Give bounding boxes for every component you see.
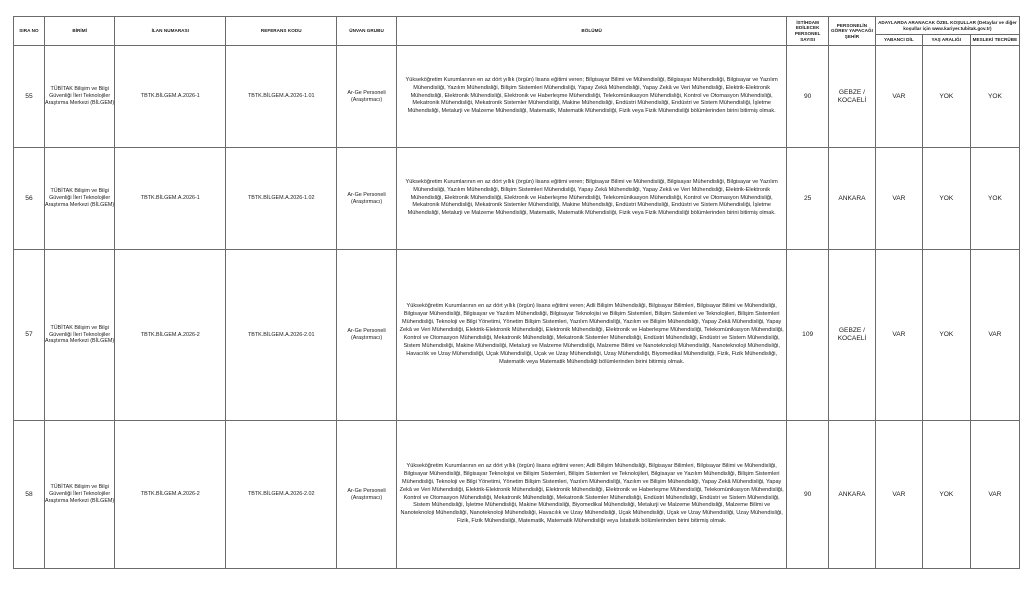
ilan-numarasi-cell: TBTK.BİLGEM.A.2026-2 [115, 421, 226, 569]
ilan-numarasi-cell: TBTK.BİLGEM.A.2026-1 [115, 46, 226, 148]
birim-cell: TÜBİTAK Bilişim ve Bilgi Güvenliği İleri Teknolojiler Araştırma Merkezi (BİLGEM) [44, 46, 114, 148]
referans-kodu-cell: TBTK.BİLGEM.A.2026-2.01 [226, 250, 337, 421]
header-yas-araligi: YAŞ ARALIĞI [922, 35, 970, 46]
personel-sayisi-cell: 90 [787, 46, 829, 148]
sira-no-cell: 56 [14, 148, 45, 250]
birim-cell: TÜBİTAK Bilişim ve Bilgi Güvenliği İleri Teknolojiler Araştırma Merkezi (BİLGEM) [44, 250, 114, 421]
personel-sayisi-cell: 90 [787, 421, 829, 569]
birim-cell: TÜBİTAK Bilişim ve Bilgi Güvenliği İleri Teknolojiler Araştırma Merkezi (BİLGEM) [44, 421, 114, 569]
header-bolumu: BÖLÜMÜ [396, 17, 786, 46]
sehir-cell: GEBZE / KOCAELİ [828, 46, 875, 148]
yabanci-dil-cell: VAR [875, 250, 922, 421]
header-birimi: BİRİMİ [44, 17, 114, 46]
bolum-cell: Yükseköğretim Kurumlarının en az dört yıllık (örgün) lisans eğitimi veren; Adli Bilişim Mühendisliği, Bilgisayar Bilimleri, Bilgisayar Bilimi ve Mühendisliği, Bilgisayar Mühendisliği, Bilgisayar ve Yazılım Mühendisliği, Bilgisayar Teknolojisi ve Bilişim Sistemleri, Bilişim Sistemleri ve Teknolojileri, Bilişim Sistemleri Mühendisliği, Teknoloji ve Bilgi Yönetimi, Yönetim Bilişim Sistemleri, Yazılım Mühendisliği, Yazılım ve Bilişim Mühendisliği, Yapay Zekâ Mühendisliği, Yapay Zekâ ve Veri Mühendisliği, Elektrik-Elektronik Mühendisliği, Elektronik Mühendisliği, Elektronik ve Haberleşme Mühendisliği, Telekomünikasyon Mühendisliği, Kontrol ve Otomasyon Mühendisliği, Mekatronik Mühendisliği, Mekatronik Sistemler Mühendisliği, Endüstri Mühendisliği, Endüstri ve Sistem Mühendisliği, Sistem Mühendisliği, Makine Mühendisliği, Metalurji ve Malzeme Mühendisliği, Malzeme Bilimi ve Nanoteknoloji Mühendisliği, Nanoteknoloji Mühendisliği, Havacılık ve Uzay Mühendisliği, Uçak Mühendisliği, Uçak ve Uzay Mühendisliği, Uzay Mühendisliği, Biyomedikal Mühendisliği, Fizik, Fizik Mühendisliği, Matematik veya Matematik Mühendisliği bölümlerinden birini bitirmiş olmak. [396, 250, 786, 421]
mesleki-tecrube-cell: YOK [970, 46, 1019, 148]
sehir-cell: ANKARA [828, 148, 875, 250]
ilan-numarasi-cell: TBTK.BİLGEM.A.2026-2 [115, 250, 226, 421]
sira-no-cell: 55 [14, 46, 45, 148]
unvan-grubu-cell: Ar-Ge Personeli (Araştırmacı) [337, 46, 397, 148]
yabanci-dil-cell: VAR [875, 421, 922, 569]
header-istihdam-sayisi: İSTİHDAM EDİLECEK PERSONEL SAYISI [787, 17, 829, 46]
header-sira-no: SIRA NO [14, 17, 45, 46]
yabanci-dil-cell: VAR [875, 148, 922, 250]
table-row [14, 46, 1020, 148]
header-referans-kodu: REFERANS KODU [226, 17, 337, 46]
yas-araligi-cell: YOK [922, 250, 970, 421]
header-yabanci-dil: YABANCI DİL [875, 35, 922, 46]
unvan-grubu-cell: Ar-Ge Personeli (Araştırmacı) [337, 148, 397, 250]
personel-sayisi-cell: 25 [787, 148, 829, 250]
sira-no-cell: 58 [14, 421, 45, 569]
sira-no-cell: 57 [14, 250, 45, 421]
mesleki-tecrube-cell: VAR [970, 250, 1019, 421]
unvan-grubu-cell: Ar-Ge Personeli (Araştırmacı) [337, 421, 397, 569]
bolum-cell: Yükseköğretim Kurumlarının en az dört yıllık (örgün) lisans eğitimi veren; Bilgisayar Bilimi ve Mühendisliği, Bilgisayar Mühendisliği, Bilgisayar ve Yazılım Mühendisliği, Yazılım Mühendisliği, Bilişim Sistemleri Mühendisliği, Yapay Zekâ Mühendisliği, Yapay Zekâ ve Veri Mühendisliği, Elektrik-Elektronik Mühendisliği, Elektronik Mühendisliği, Elektronik ve Haberleşme Mühendisliği, Telekomünikasyon Mühendisliği, Kontrol ve Otomasyon Mühendisliği, Mekatronik Mühendisliği, Mekatronik Sistemler Mühendisliği, Makine Mühendisliği, Endüstri Mühendisliği, Endüstri ve Sistem Mühendisliği, İşletme Mühendisliği, Metalurji ve Malzeme Mühendisliği, Matematik, Matematik Mühendisliği, Fizik veya Fizik Mühendisliği bölümlerinden birini bitirmiş olmak. [396, 46, 786, 148]
sehir-cell: ANKARA [828, 421, 875, 569]
yabanci-dil-cell: VAR [875, 46, 922, 148]
mesleki-tecrube-cell: YOK [970, 148, 1019, 250]
ilan-numarasi-cell: TBTK.BİLGEM.A.2026-1 [115, 148, 226, 250]
personel-sayisi-cell: 109 [787, 250, 829, 421]
table-row [14, 250, 1020, 421]
job-listing-table [13, 16, 1020, 569]
referans-kodu-cell: TBTK.BİLGEM.A.2026-1.01 [226, 46, 337, 148]
bolum-cell: Yükseköğretim Kurumlarının en az dört yıllık (örgün) lisans eğitimi veren; Adli Bilişim Mühendisliği, Bilgisayar Bilimleri, Bilgisayar Bilimi ve Mühendisliği, Bilgisayar Mühendisliği, Bilgisayar Teknolojisi ve Bilişim Sistemleri, Bilişim Sistemleri ve Teknolojileri, Bilgisayar ve Yazılım Mühendisliği, Bilişim Sistemleri Mühendisliği, Teknoloji ve Bilgi Yönetimi, Yönetim Bilişim Sistemleri, Yazılım Mühendisliği, Yazılım ve Bilişim Mühendisliği, Yapay Zekâ Mühendisliği, Yapay Zekâ ve Veri Mühendisliği, Elektrik-Elektronik Mühendisliği, Elektronik Mühendisliği, Elektronik ve Haberleşme Mühendisliği, Telekomünikasyon Mühendisliği, Kontrol ve Otomasyon Mühendisliği, Mekatronik Mühendisliği, Mekatronik Sistemler Mühendisliği, Endüstri Mühendisliği, Endüstri ve Sistem Mühendisliği, Sistem Mühendisliği, İşletme Mühendisliği, Makine Mühendisliği, Biyomedikal Mühendisliği, Metalurji ve Malzeme Mühendisliği, Malzeme Bilimi ve Nanoteknoloji Mühendisliği, Nanoteknoloji Mühendisliği, Havacılık ve Uzay Mühendisliği, Uçak Mühendisliği, Uçak ve Uzay Mühendisliği, Uzay Mühendisliği, Fizik, Fizik Mühendisliği, Matematik, Matematik Mühendisliği veya İstatistik bölümlerinden birini bitirmiş olmak. [396, 421, 786, 569]
table-row [14, 421, 1020, 569]
table-row [14, 148, 1020, 250]
header-row [14, 17, 1020, 35]
referans-kodu-cell: TBTK.BİLGEM.A.2026-2.02 [226, 421, 337, 569]
sehir-cell: GEBZE / KOCAELİ [828, 250, 875, 421]
header-unvan-grubu: ÜNVAN GRUBU [337, 17, 397, 46]
referans-kodu-cell: TBTK.BİLGEM.A.2026-1.02 [226, 148, 337, 250]
yas-araligi-cell: YOK [922, 46, 970, 148]
header-mesleki-tecrube: MESLEKİ TECRÜBE [970, 35, 1019, 46]
yas-araligi-cell: YOK [922, 148, 970, 250]
header-ilan-numarasi: İLAN NUMARASI [115, 17, 226, 46]
unvan-grubu-cell: Ar-Ge Personeli (Araştırmacı) [337, 250, 397, 421]
header-gorev-yeri: PERSONELİN GÖREV YAPACAĞI ŞEHİR [828, 17, 875, 46]
mesleki-tecrube-cell: VAR [970, 421, 1019, 569]
header-ozel-kosullar: ADAYLARDA ARANACAK ÖZEL KOŞULLAR (Detaylar ve diğer koşullar için www.kariyer.tubitak.gov.tr) [875, 17, 1019, 35]
bolum-cell: Yükseköğretim Kurumlarının en az dört yıllık (örgün) lisans eğitimi veren; Bilgisayar Bilimi ve Mühendisliği, Bilgisayar Mühendisliği, Bilgisayar ve Yazılım Mühendisliği, Yazılım Mühendisliği, Bilişim Sistemleri Mühendisliği, Yapay Zekâ Mühendisliği, Yapay Zekâ ve Veri Mühendisliği, Elektrik-Elektronik Mühendisliği, Elektronik Mühendisliği, Elektronik ve Haberleşme Mühendisliği, Telekomünikasyon Mühendisliği, Kontrol ve Otomasyon Mühendisliği, Mekatronik Mühendisliği, Mekatronik Sistemler Mühendisliği, Makine Mühendisliği, Endüstri Mühendisliği, Endüstri ve Sistem Mühendisliği, İşletme Mühendisliği, Metalurji ve Malzeme Mühendisliği, Matematik, Matematik Mühendisliği, Fizik veya Fizik Mühendisliği bölümlerinden birini bitirmiş olmak. [396, 148, 786, 250]
birim-cell: TÜBİTAK Bilişim ve Bilgi Güvenliği İleri Teknolojiler Araştırma Merkezi (BİLGEM) [44, 148, 114, 250]
yas-araligi-cell: YOK [922, 421, 970, 569]
